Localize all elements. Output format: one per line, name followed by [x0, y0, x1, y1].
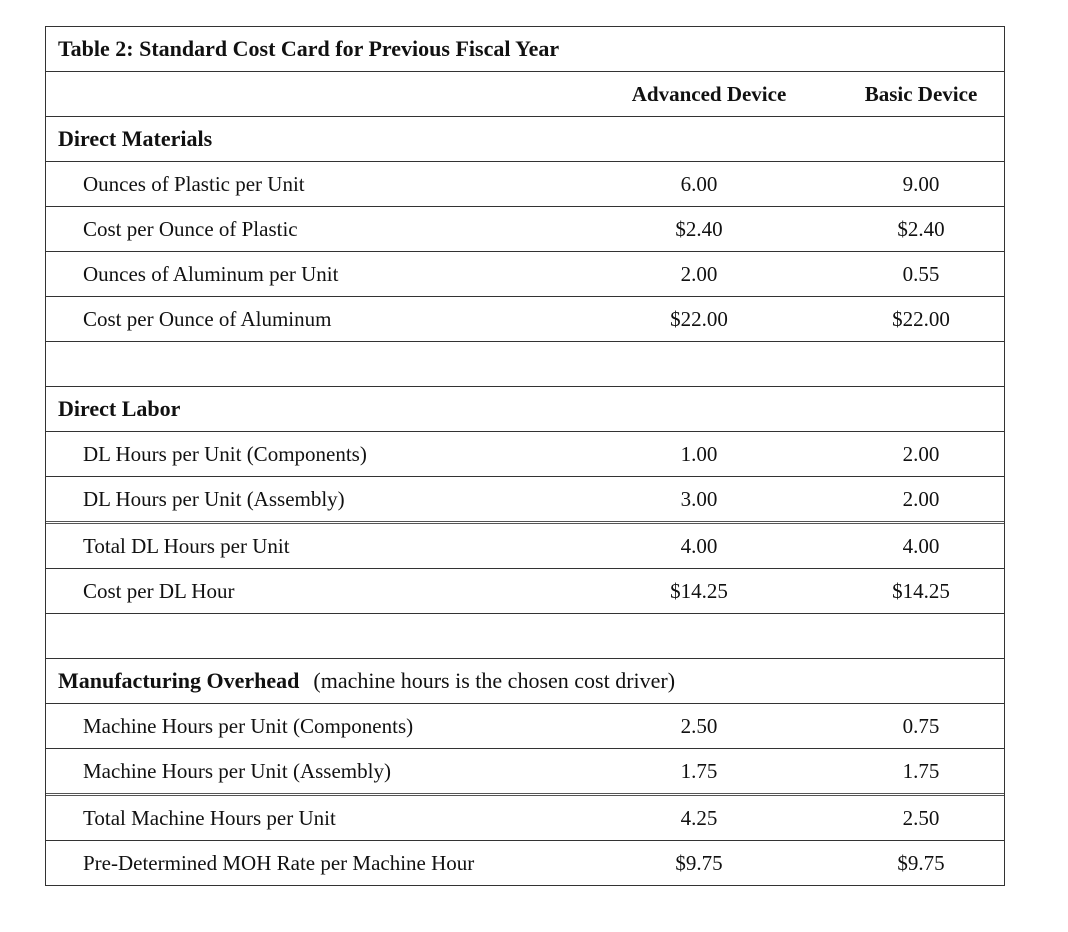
row-label: DL Hours per Unit (Assembly) — [83, 486, 345, 511]
section-heading-direct-labor: Direct Labor — [58, 396, 181, 421]
table-row — [46, 252, 1004, 297]
advanced-value: 2.50 — [680, 713, 718, 738]
basic-value: 0.75 — [902, 713, 940, 738]
advanced-value: 6.00 — [680, 171, 718, 196]
table-row — [46, 749, 1004, 796]
table-row — [46, 704, 1004, 749]
overhead-heading-text: Manufacturing Overhead — [58, 668, 300, 693]
table-row — [46, 432, 1004, 477]
basic-value: 4.00 — [902, 533, 940, 558]
basic-value: $22.00 — [892, 306, 950, 331]
table-row — [46, 477, 1004, 524]
table-row — [46, 841, 1004, 886]
advanced-value: 1.00 — [680, 441, 718, 466]
advanced-value: $9.75 — [675, 850, 723, 875]
row-label: Cost per Ounce of Plastic — [83, 216, 298, 241]
section-row-overhead — [46, 659, 1004, 704]
row-label: Total DL Hours per Unit — [83, 533, 290, 558]
advanced-value: 4.25 — [680, 805, 718, 830]
advanced-value: $2.40 — [675, 216, 723, 241]
advanced-value: $22.00 — [670, 306, 728, 331]
table-row-total — [46, 796, 1004, 841]
section-row-direct-materials — [46, 117, 1004, 162]
basic-value: $14.25 — [892, 578, 950, 603]
row-label: Ounces of Aluminum per Unit — [83, 261, 339, 286]
row-label: Total Machine Hours per Unit — [83, 805, 336, 830]
basic-value: 9.00 — [902, 171, 940, 196]
row-label: DL Hours per Unit (Components) — [83, 441, 367, 466]
section-heading-direct-materials: Direct Materials — [58, 126, 213, 151]
advanced-value: $14.25 — [670, 578, 728, 603]
section-row-direct-labor — [46, 387, 1004, 432]
table-title-row — [46, 27, 1004, 72]
standard-cost-table — [45, 26, 1005, 886]
basic-value: 2.50 — [902, 805, 940, 830]
section-heading-overhead — [58, 659, 675, 703]
spacer-row — [46, 614, 1004, 659]
advanced-value: 4.00 — [680, 533, 718, 558]
row-label: Ounces of Plastic per Unit — [83, 171, 305, 196]
basic-value: 0.55 — [902, 261, 940, 286]
advanced-value: 1.75 — [680, 758, 718, 783]
advanced-value: 3.00 — [680, 486, 718, 511]
overhead-note: (machine hours is the chosen cost driver) — [313, 668, 676, 693]
basic-value: 1.75 — [902, 758, 940, 783]
row-label: Pre-Determined MOH Rate per Machine Hour — [83, 850, 475, 875]
row-label: Cost per Ounce of Aluminum — [83, 306, 332, 331]
basic-value: $9.75 — [897, 850, 945, 875]
basic-value: 2.00 — [902, 486, 940, 511]
table-row-total — [46, 524, 1004, 569]
row-label: Cost per DL Hour — [83, 578, 235, 603]
row-label: Machine Hours per Unit (Assembly) — [83, 758, 391, 783]
basic-value: $2.40 — [897, 216, 945, 241]
table-row — [46, 162, 1004, 207]
row-label: Machine Hours per Unit (Components) — [83, 713, 414, 738]
table-row — [46, 297, 1004, 342]
table-row — [46, 207, 1004, 252]
spacer-row — [46, 342, 1004, 387]
column-header-advanced: Advanced Device — [631, 81, 787, 106]
table-title: Table 2: Standard Cost Card for Previous Fiscal Year — [58, 36, 560, 61]
column-header-basic: Basic Device — [864, 81, 978, 106]
column-header-row — [46, 72, 1004, 117]
advanced-value: 2.00 — [680, 261, 718, 286]
basic-value: 2.00 — [902, 441, 940, 466]
table-row — [46, 569, 1004, 614]
